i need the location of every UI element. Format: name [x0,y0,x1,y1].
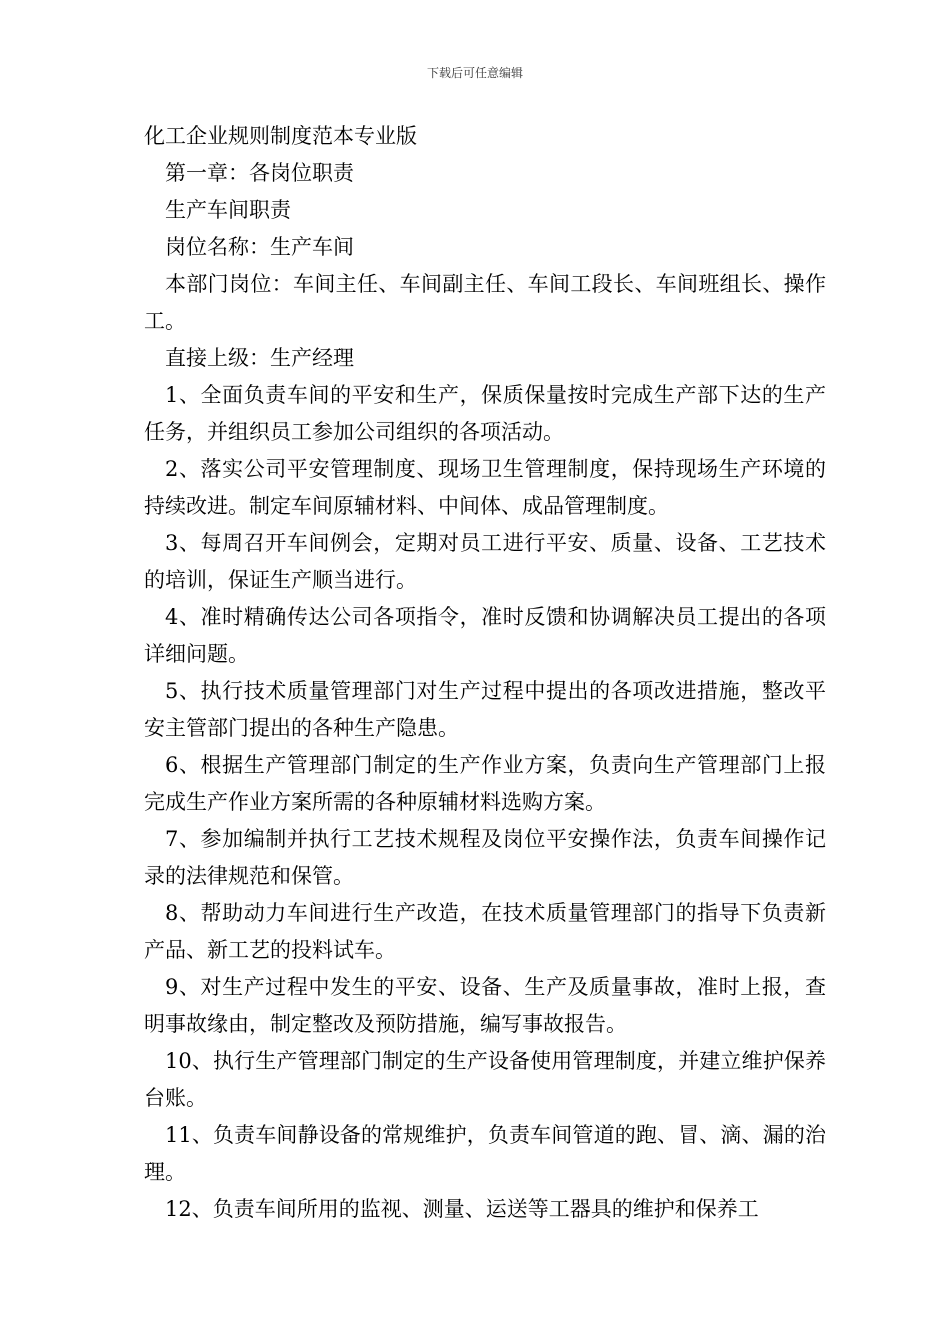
section-heading: 生产车间职责 [165,198,291,222]
duty-item: 2、落实公司平安管理制度、现场卫生管理制度，保持现场生产环境的持续改进。制定车间原辅材料、中间体、成品管理制度。 [144,457,826,518]
duty-item: 3、每周召开车间例会，定期对员工进行平安、质量、设备、工艺技术的培训，保证生产顺当进行。 [144,531,826,592]
document-body [144,118,826,1228]
direct-superior: 直接上级：生产经理 [165,346,354,370]
duty-item: 10、执行生产管理部门制定的生产设备使用管理制度，并建立维护保养台账。 [144,1049,826,1110]
post-name: 岗位名称：生产车间 [165,235,354,259]
document-title: 化工企业规则制度范本专业版 [144,124,417,148]
duty-item: 6、根据生产管理部门制定的生产作业方案，负责向生产管理部门上报完成生产作业方案所需的各种原辅材料选购方案。 [144,753,826,814]
duty-item: 8、帮助动力车间进行生产改造，在技术质量管理部门的指导下负责新产品、新工艺的投料试车。 [144,901,826,962]
duty-item: 7、参加编制并执行工艺技术规程及岗位平安操作法，负责车间操作记录的法律规范和保管。 [144,827,826,888]
duty-item: 1、全面负责车间的平安和生产，保质保量按时完成生产部下达的生产任务，并组织员工参加公司组织的各项活动。 [144,383,826,444]
duty-item: 4、准时精确传达公司各项指令，准时反馈和协调解决员工提出的各项详细问题。 [144,605,826,666]
chapter-heading: 第一章：各岗位职责 [165,161,354,185]
duty-item: 5、执行技术质量管理部门对生产过程中提出的各项改进措施，整改平安主管部门提出的各种生产隐患。 [144,679,826,740]
duty-item: 9、对生产过程中发生的平安、设备、生产及质量事故，准时上报，查明事故缘由，制定整改及预防措施，编写事故报告。 [144,975,826,1036]
duty-item: 11、负责车间静设备的常规维护，负责车间管道的跑、冒、滴、漏的治理。 [144,1123,826,1184]
page-header-note: 下载后可任意编辑 [426,66,523,80]
duty-item: 12、负责车间所用的监视、测量、运送等工器具的维护和保养工 [165,1197,759,1221]
department-posts: 本部门岗位：车间主任、车间副主任、车间工段长、车间班组长、操作工。 [144,272,826,333]
